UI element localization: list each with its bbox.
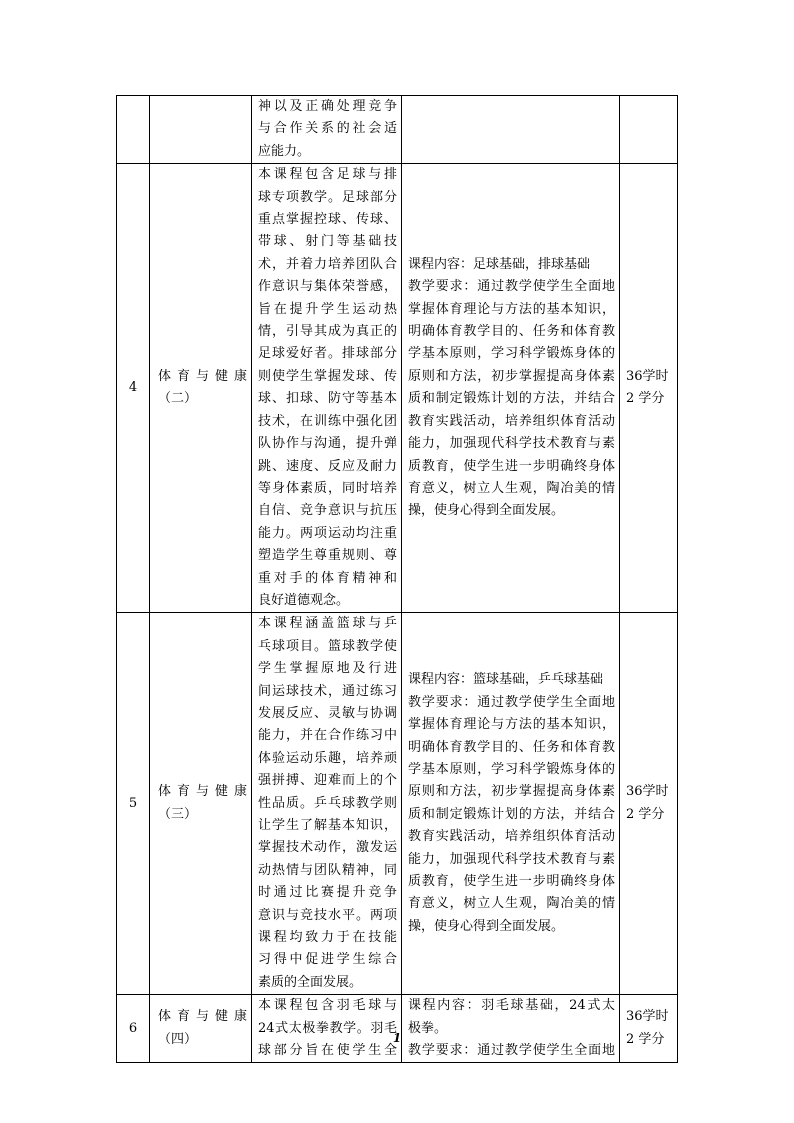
course-description: 本课程涵盖篮球与乒 乓球项目。篮球教学使 学生掌握原地及行进 间运球技术，通过练习 发展反应、灵敏与协调 能力，并在合作练习中 体验运动乐趣，培养顽 强拼搏、迎难而上的个 性品质。乒乓球教学则 让学生了解基本知识， 掌握技术动作，激发运 动热情与团队精神，同 时通过比赛提升竞争 意识与竞技水平。两项 课程均致力于在技能 习得中促进学生综合 素质的全面发展。 [252, 613, 402, 995]
description-line: 与合作关系的社会适 [258, 121, 397, 137]
course-requirements: 课程内容：羽毛球基础，24式太 极拳。 教学要求：通过教学使学生全面地 [402, 995, 620, 1063]
course-name: 体育与健康 （二） [150, 164, 252, 613]
course-requirements: 课程内容：足球基础，排球基础 教学要求：通过教学使学生全面地 掌握体育理论与方法的基本知识， 明确体育教学目的、任务和体育教 学基本原则，学习科学锻炼身体的 原则和方法，初步掌握提高身体素 质和制定锻炼计划的方法，并结合 教育实践活动，培养组织体育活动 能力，加强现代科学技术教育与素 质教育，使学生进一步明确终身体 育意义，树立人生观，陶冶美的情 操，使身心得到全面发展。 [402, 164, 620, 613]
description-line: 应能力。 [258, 143, 311, 159]
page-number: 1 [392, 1031, 402, 1045]
course-hours: 36学时 2 学分 [620, 995, 678, 1063]
course-description: 本课程包含羽毛球与 24式太极拳教学。羽毛 球部分旨在使学生全 [252, 995, 402, 1063]
course-name: 体育与健康 （三） [150, 613, 252, 995]
course-hours: 36学时 2 学分 [620, 613, 678, 995]
course-requirements: 课程内容：篮球基础，乒乓球基础 教学要求：通过教学使学生全面地 掌握体育理论与方法的基本知识， 明确体育教学目的、任务和体育教 学基本原则，学习科学锻炼身体的 原则和方法，初步掌握提高身体素 质和制定锻炼计划的方法，并结合 教育实践活动，培养组织体育活动 能力，加强现代科学技术教育与素 质教育，使学生进一步明确终身体 育意义，树立人生观，陶冶美的情 操，使身心得到全面发展。 [402, 613, 620, 995]
table-row [117, 613, 678, 995]
continuation-row [117, 96, 678, 164]
row-number-cell [117, 96, 150, 164]
course-hours-cell [620, 96, 678, 164]
course-name: 体育与健康 （四） [150, 995, 252, 1063]
table-row [117, 995, 678, 1063]
course-hours: 36学时 2 学分 [620, 164, 678, 613]
row-number: 4 [117, 164, 150, 613]
course-name-cell [150, 96, 252, 164]
course-description-cell [252, 96, 402, 164]
course-description: 本课程包含足球与排 球专项教学。足球部分 重点掌握控球、传球、 带球、射门等基础技 术，并着力培养团队合 作意识与集体荣誉感， 旨在提升学生运动热 情，引导其成为真正的 足球爱好者。排球部分 则使学生掌握发球、传 球、扣球、防守等基本 技术，在训练中强化团 队协作与沟通，提升弹 跳、速度、反应及耐力 等身体素质，同时培养 自信、竞争意识与抗压 能力。两项运动均注重 塑造学生尊重规则、尊 重对手的体育精神和 良好道德观念。 [252, 164, 402, 613]
course-credits: 2 学分 [626, 806, 665, 822]
row-number: 6 [117, 995, 150, 1063]
course-credits: 2 学分 [626, 391, 665, 407]
row-number: 5 [117, 613, 150, 995]
course-credits: 2 学分 [626, 1031, 665, 1047]
description-line: 神以及正确处理竞争 [258, 99, 397, 114]
course-requirements-cell [402, 96, 620, 164]
course-table [116, 95, 678, 1063]
table-row [117, 164, 678, 613]
